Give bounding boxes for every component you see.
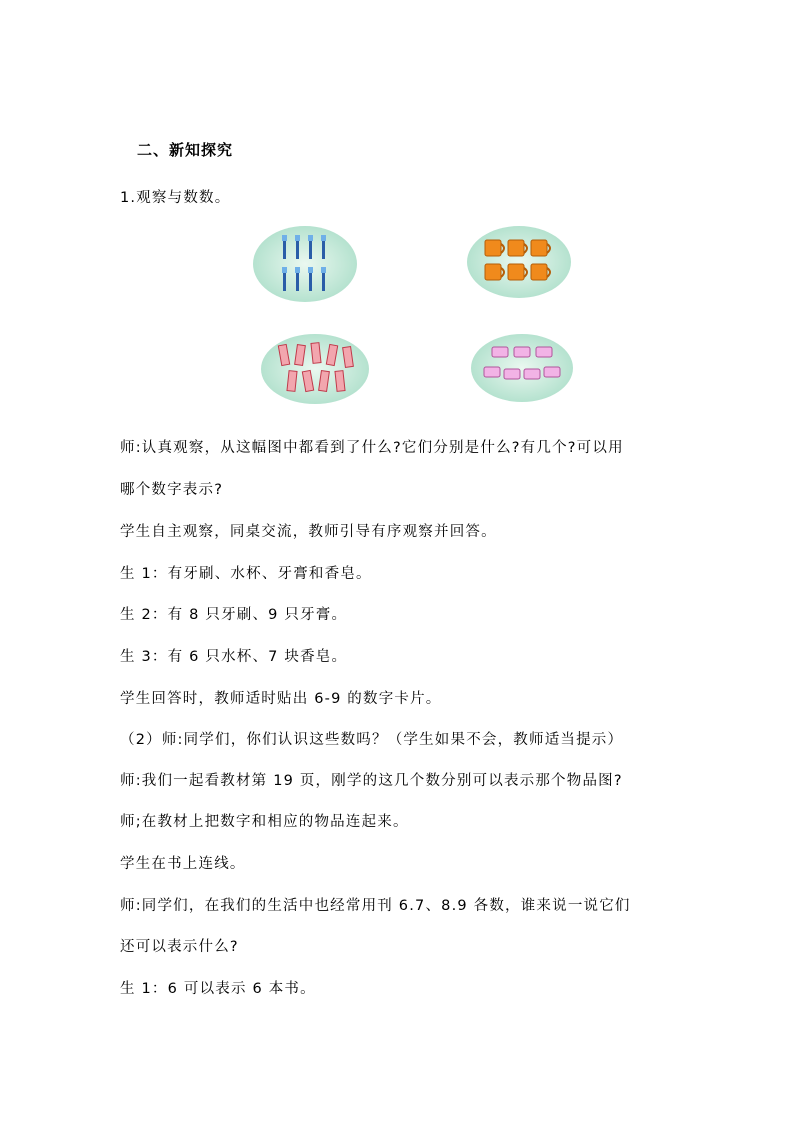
cup	[508, 264, 527, 280]
paragraph-line: 生 1：有牙刷、水杯、牙膏和香皂。	[120, 566, 372, 582]
paragraph-line: 师:认真观察，从这幅图中都看到了什么?它们分别是什么?有几个?可以用	[120, 440, 624, 456]
paragraph-line: 师;在教材上把数字和相应的物品连起来。	[120, 814, 409, 830]
plate	[467, 226, 571, 298]
soap-bar	[492, 347, 508, 357]
paragraph-line: 师:同学们，在我们的生活中也经常用刊 6.7、8.9 各数，谁来说一说它们	[120, 898, 631, 914]
paragraph-line: 生 3：有 6 只水杯、7 块香皂。	[120, 649, 348, 665]
cups-illustration	[466, 225, 572, 299]
soap-bar	[544, 367, 560, 377]
paragraph-line: 生 2：有 8 只牙刷、9 只牙膏。	[120, 607, 348, 623]
soap-bar	[536, 347, 552, 357]
paragraph-line: 哪个数字表示?	[120, 482, 224, 498]
soap-bar	[504, 369, 520, 379]
paragraph-line: 学生在书上连线。	[120, 856, 246, 872]
toothpaste-tube	[311, 343, 321, 364]
cup	[485, 240, 504, 256]
paragraph-line: 学生回答时，教师适时贴出 6-9 的数字卡片。	[120, 691, 442, 707]
paragraph-line: （2）师:同学们，你们认识这些数吗？（学生如果不会，教师适当提示）	[120, 732, 624, 748]
cup	[508, 240, 527, 256]
toothbrushes-illustration	[252, 225, 358, 303]
section-heading: 二、新知探究	[137, 141, 234, 159]
toothpaste-illustration	[260, 333, 370, 405]
soap-bar	[524, 369, 540, 379]
paragraph-line: 还可以表示什么?	[120, 939, 239, 955]
toothpaste-tube	[287, 371, 297, 392]
plate	[253, 226, 357, 302]
toothpaste-tube	[335, 371, 345, 392]
cup	[485, 264, 504, 280]
soaps-illustration	[470, 333, 574, 403]
cup	[531, 264, 550, 280]
soap-bar	[514, 347, 530, 357]
soap-bar	[484, 367, 500, 377]
paragraph-line: 师:我们一起看教材第 19 页，刚学的这几个数分别可以表示那个物品图?	[120, 773, 623, 789]
cup	[531, 240, 550, 256]
subheading: 1.观察与数数。	[120, 190, 231, 206]
paragraph-line: 学生自主观察，同桌交流，教师引导有序观察并回答。	[120, 524, 497, 540]
paragraph-line: 生 1：6 可以表示 6 本书。	[120, 981, 316, 997]
